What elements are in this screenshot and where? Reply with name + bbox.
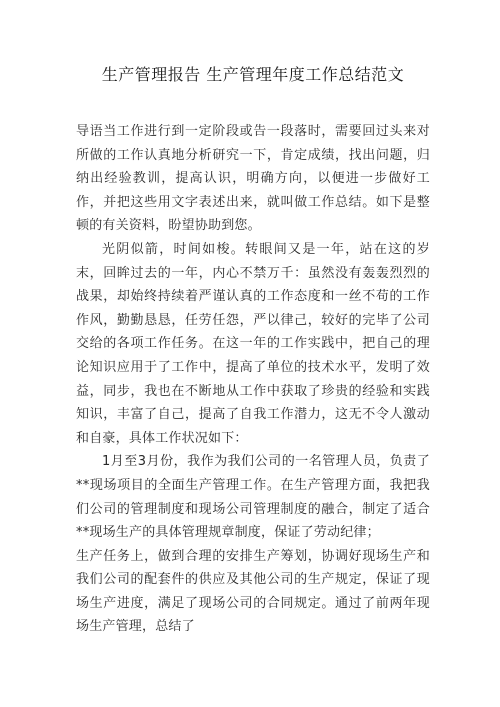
document-body (76, 120, 430, 639)
paragraph-production-tasks: 生产任务上，做到合理的安排生产筹划，协调好现场生产和我们公司的配套件的供应及其他公司的生产规定，保证了现场生产进度，满足了现场公司的合同规定。通过了前两年现场生产管理，总结了 (76, 548, 430, 635)
paragraph-reflection: 光阴似箭，时间如梭。转眼间又是一年，站在这的岁末，回眸过去的一年，内心不禁万千：虽然没有轰轰烈烈的战果，却始终持续着严谨认真的工作态度和一丝不苟的工作作风，勤勤恳恳，任劳任怨，严以律己，较好的完毕了公司交给的各项工作任务。在这一年的工作实践中，把自己的理论知识应用于了工作中，提高了单位的技术水平，发明了效益，同步，我也在不断地从工作中获取了珍贵的经验和实践知识，丰富了自己，提高了自我工作潜力，这无不令人激动和自豪，具体工作状况如下： (76, 241, 430, 446)
paragraph-intro: 导语当工作进行到一定阶段或告一段落时，需要回过头来对所做的工作认真地分析研究一下，肯定成绩，找出问题，归纳出经验教训，提高认识，明确方向，以便进一步做好工作，并把这些用文字表述出来，就叫做工作总结。如下是整顿的有关资料，盼望协助到您。 (76, 124, 430, 234)
paragraph-jan-mar: 1月至3月份，我作为我们公司的一名管理人员，负责了**现场项目的全面生产管理工作。在生产管理方面，我把我们公司的管理制度和现场公司管理制度的融合，制定了适合**现场生产的具体管理规章制度，保证了劳动纪律； (76, 454, 430, 541)
document-title: 生产管理报告 生产管理年度工作总结范文 (101, 65, 405, 84)
